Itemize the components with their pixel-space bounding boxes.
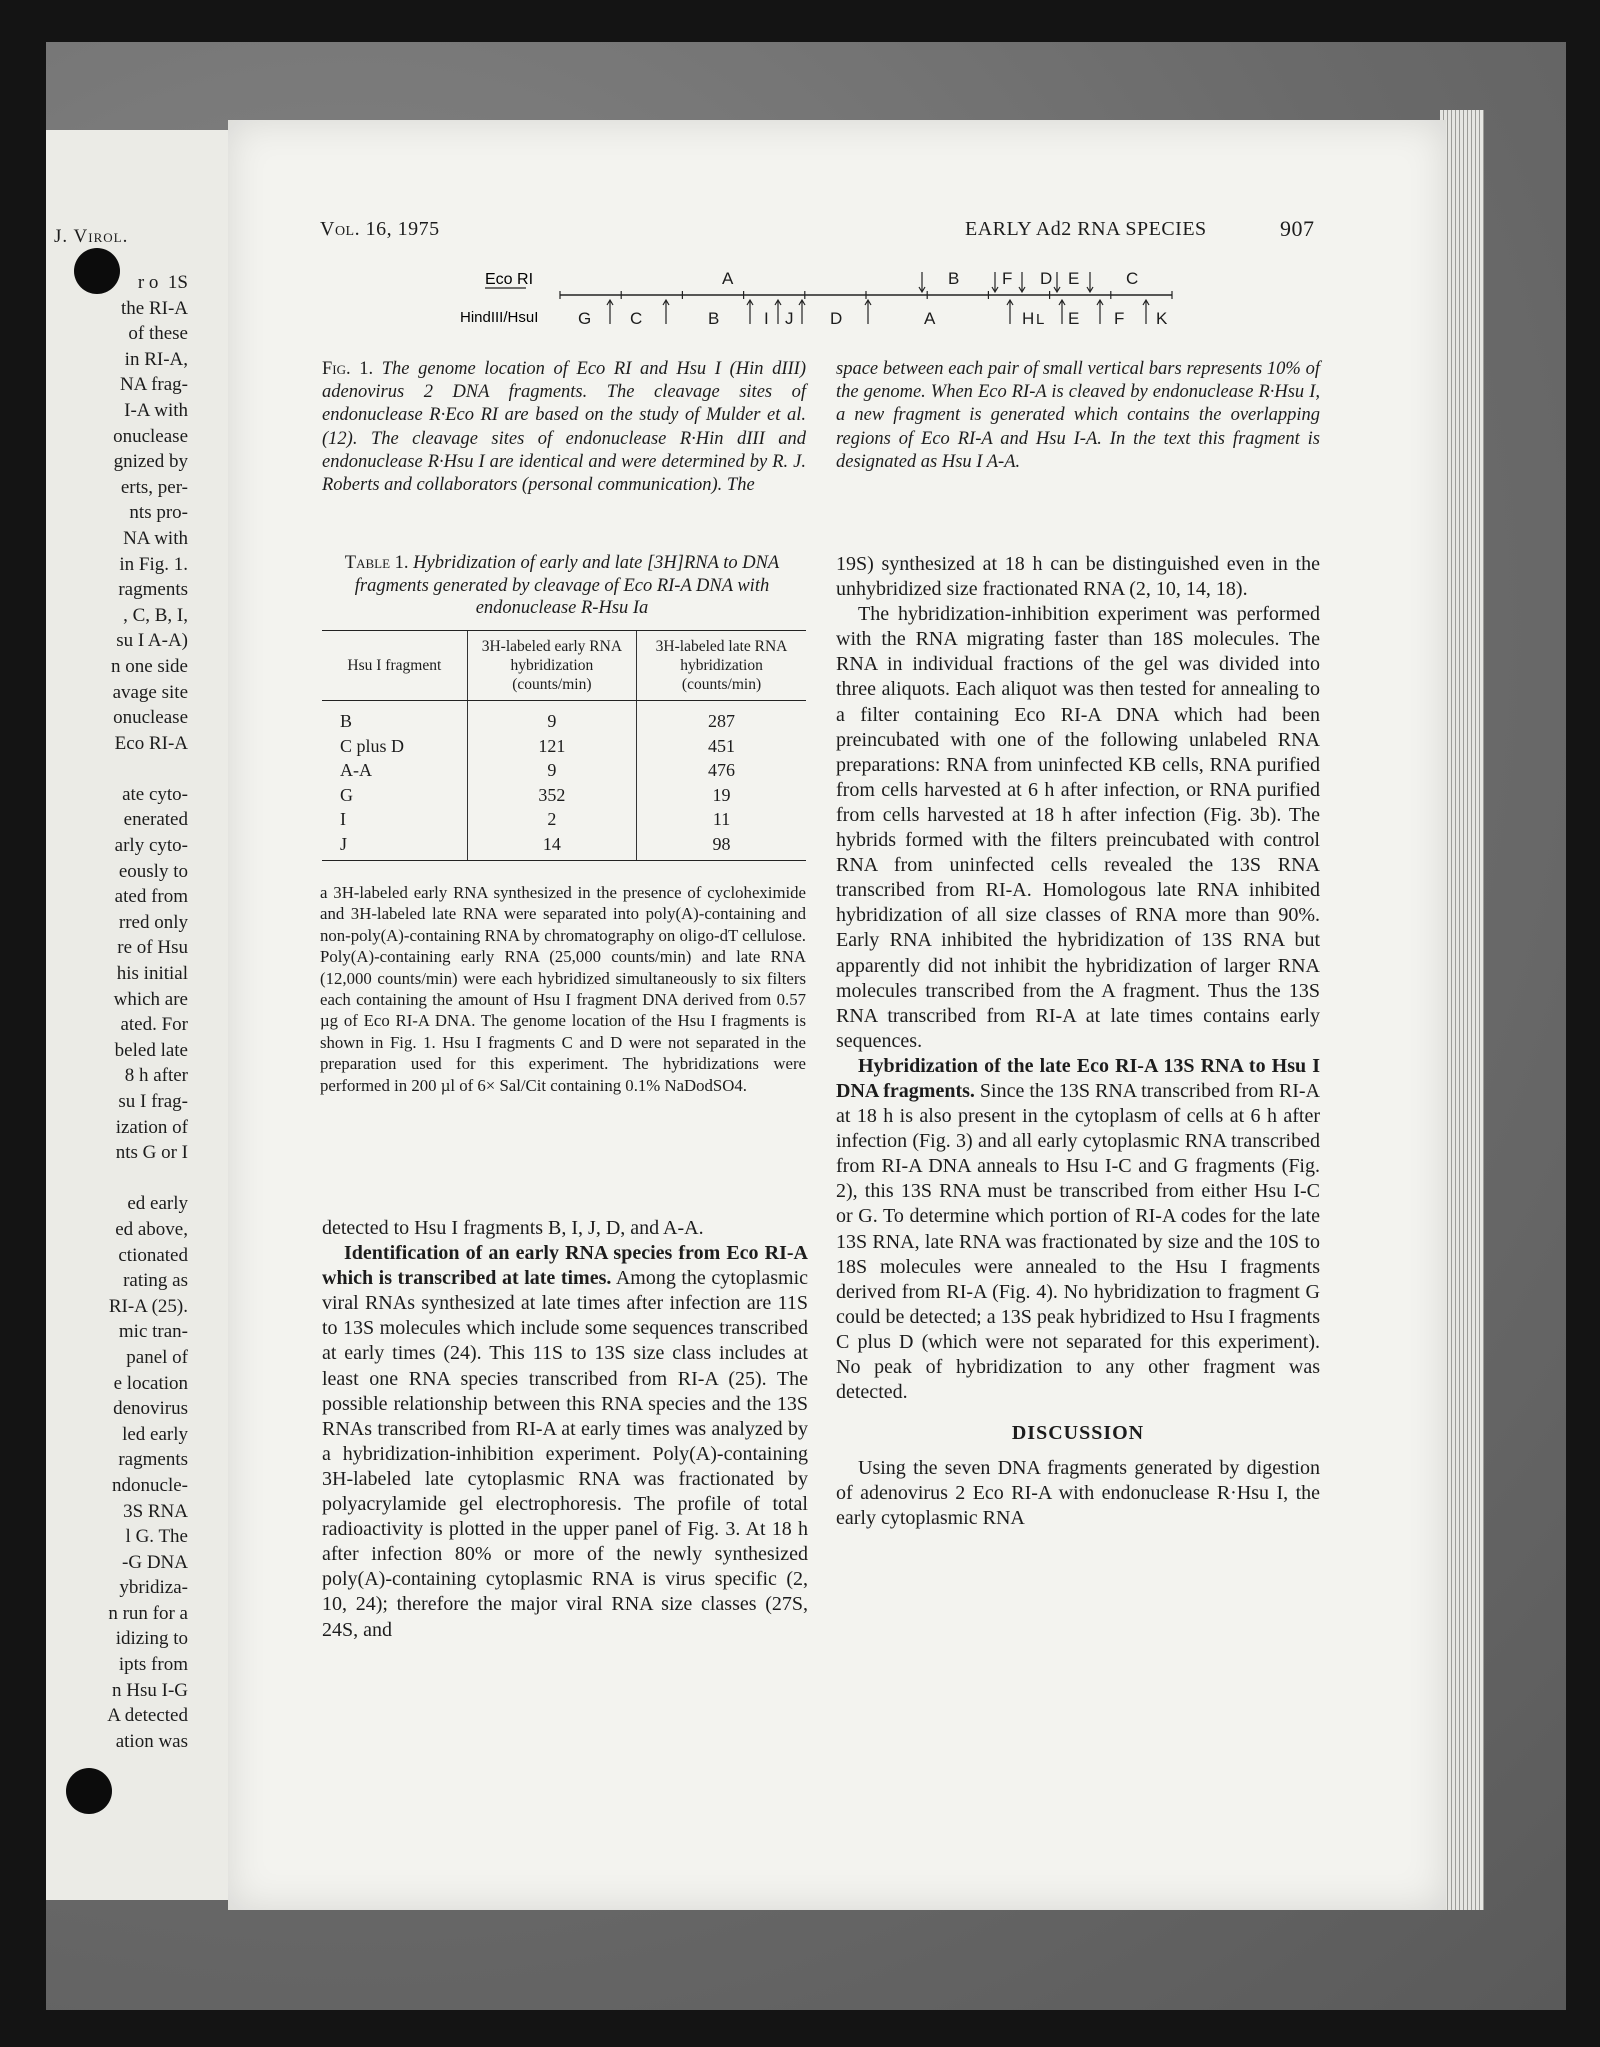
table-caption: Table 1. Hybridization of early and late [3H]RNA to DNA fragments generated by cleavage of Eco RI-A DNA with endonuclease R-Hsu Ia (344, 553, 780, 618)
table-row: C plus D 121 451 (322, 734, 806, 759)
left-page-line: A detected (107, 1705, 188, 1727)
left-page-line: in Fig. 1. (119, 553, 188, 575)
left-page-line: beled late (114, 1039, 188, 1061)
hsu-fragment-I: I (764, 309, 769, 328)
left-page-line: I-A with (124, 399, 188, 421)
left-page-line: 3S RNA (123, 1500, 188, 1522)
left-page-line: Eco RI-A (114, 732, 188, 754)
table-header-early: 3H-labeled early RNA hybridization (counts/min) (467, 631, 636, 701)
eco-cleavage-arrow (992, 272, 998, 292)
eco-fragment-D: D (1040, 269, 1053, 288)
genome-map-figure (440, 262, 1200, 340)
left-page-line: of these (128, 323, 188, 345)
hsu-fragment-D: D (830, 309, 843, 328)
left-page-line: RI-A (25). (108, 1295, 188, 1317)
left-page-line: ization of (115, 1116, 188, 1138)
left-page-line: onuclease (113, 707, 188, 729)
table-row: I 2 11 (322, 807, 806, 832)
left-page-line: ation was (115, 1730, 188, 1752)
left-page-line: NA frag- (119, 374, 188, 396)
left-page-line: rating as (123, 1270, 188, 1292)
left-page-line: his initial (116, 963, 188, 985)
left-page-line: , C, B, I, (123, 604, 188, 626)
left-page-line: led early (122, 1423, 188, 1445)
left-page-line: onuclease (113, 425, 188, 447)
left-page-line: ragments (118, 579, 188, 601)
hsu-fragment-C: C (630, 309, 643, 328)
hsu-cleavage-arrow (1007, 300, 1013, 324)
right-column (836, 552, 1320, 1532)
paragraph: Hybridization of the late Eco RI-A 13S RNA to Hsu I DNA fragments. Since the 13S RNA transcribed from RI-A at 18 h is also present in the cytoplasm of cells at 6 h after infection (Fig. 3) and all early cytoplasmic RNA transcribed from RI-A DNA anneals to Hsu I-C and G fragments (Fig. 2), this 13S RNA must be transcribed from either Hsu I-C or G. To determine which portion of RI-A codes for the late 13S RNA, late RNA was fractionated by size and the 10S to 18S molecules were annealed to the Hsu I fragments derived from RI-A (Fig. 4). No hybridization to fragment G could be detected; a 13S peak hybridized to Hsu I fragments C plus D (which were not separated for this experiment). No peak of hybridization to any other fragment was detected. (836, 1054, 1320, 1404)
left-page-line: the RI-A (120, 297, 188, 319)
hsu-fragment-K: K (1156, 309, 1168, 328)
left-page-line: ipts from (118, 1654, 188, 1676)
eco-fragment-B: B (948, 269, 960, 288)
hsu-fragment-L: L (1036, 311, 1045, 328)
hsu-cleavage-arrow (775, 300, 781, 324)
hsu-fragment-G: G (578, 309, 592, 328)
left-page-line: arly cyto- (114, 835, 188, 857)
left-page-line (46, 1166, 188, 1192)
hsu-cleavage-arrow (663, 300, 669, 324)
eco-cleavage-arrow (1054, 272, 1060, 292)
left-page-line: ated. For (120, 1014, 188, 1036)
left-page-line: ndonucle- (112, 1474, 188, 1496)
running-title: EARLY Ad2 RNA SPECIES (965, 218, 1207, 240)
left-page-line: su I A-A) (116, 630, 188, 652)
paragraph: The hybridization-inhibition experiment was performed with the RNA migrating faster than 18S molecules. The RNA in individual fractions of the gel was divided into three aliquots. Each aliquot was then tested for annealing to a filter containing Eco RI-A DNA which had been preincubated with one of the following unlabeled RNA preparations: RNA from uninfected KB cells, RNA purified from cells harvested at 6 h after infection, or RNA purified from cells harvested at 18 h after infection (Fig. 3b). The hybrids formed with the filters preincubated with control RNA from uninfected cells revealed the 13S RNA transcribed from RI-A. Homologous late RNA inhibited hybridization of all size classes of RNA more than 90%. Early RNA inhibited the hybridization of 13S RNA but apparently did not inhibit the hybridization of larger RNA molecules transcribed from the A fragment. Thus the 13S RNA transcribed from RI-A at late times contains early sequences. (836, 603, 1320, 1052)
left-page-line: eously to (118, 860, 188, 882)
page-stack-edge (1440, 110, 1484, 1910)
left-running-head: J. Virol. (54, 226, 129, 247)
left-facing-page (46, 130, 246, 1900)
left-page-line: ed above, (115, 1218, 188, 1240)
table-footnote: a 3H-labeled early RNA synthesized in the presence of cycloheximide and 3H-labeled late RNA were separated into poly(A)-containing and non-poly(A)-containing RNA by chromatography on oligo-dT cellulose. Poly(A)-containing early RNA (25,000 counts/min) and late RNA (12,000 counts/min) were each hybridized simultaneously to six filters each containing the amount of Hsu I fragment DNA derived from 0.57 µg of Eco RI-A DNA. The genome location of the Hsu I fragments is shown in Fig. 1. Hsu I fragments C and D were not separated in the preparation used for this experiment. The hybridizations were performed in 200 µl of 6× Sal/Cit containing 0.1% NaDodSO4. (320, 883, 806, 1095)
left-page-line: erts, per- (120, 476, 188, 498)
table-row: A-A 9 476 (322, 758, 806, 783)
hsu-cleavage-arrow (1059, 300, 1065, 324)
left-page-line: 8 h after (124, 1065, 188, 1087)
left-page-line: ctionated (118, 1244, 188, 1266)
left-page-line: ragments (118, 1449, 188, 1471)
paragraph: Identification of an early RNA species from Eco RI-A which is transcribed at late times. Among the cytoplasmic viral RNAs synthesized at late times after infection are 11S to 13S molecules which include some sequences transcribed at early times (24). This 11S to 13S size class includes at least one RNA species transcribed from RI-A (25). The possible relationship between this RNA species and the 13S RNAs transcribed from RI-A at early times was analyzed by a hybridization-inhibition experiment. Poly(A)-containing 3H-labeled late cytoplasmic RNA was fractionated by polyacrylamide gel electrophoresis. The profile of total radioactivity is plotted in the upper panel of Fig. 3. At 18 h after infection 80% or more of the newly synthesized poly(A)-containing cytoplasmic RNA is virus specific (2, 10, 24); therefore the major viral RNA size classes (27S, 24S, and (322, 1242, 808, 1641)
eco-fragment-F: F (1002, 269, 1013, 288)
eco-cleavage-arrow (1019, 272, 1025, 292)
eco-cleavage-arrow (919, 272, 925, 292)
hsu-fragment-F: F (1114, 309, 1125, 328)
left-page-line: denovirus (113, 1398, 188, 1420)
left-page-line: avage site (112, 681, 188, 703)
hsu-fragment-B: B (708, 309, 720, 328)
left-page-line: ed early (127, 1193, 188, 1215)
left-column (322, 1216, 808, 1643)
left-page-line: ated from (114, 886, 188, 908)
ecori-label: Eco RI (485, 271, 534, 288)
hsu-cleavage-arrow (865, 300, 871, 324)
hsu-cleavage-arrow (1143, 300, 1149, 324)
hybridization-table (322, 630, 806, 861)
left-page-line: ybridiza- (119, 1577, 188, 1599)
left-page-line: idizing to (115, 1628, 188, 1650)
left-page-line: r o 1S (137, 272, 188, 293)
volume-label: Vol. 16, 1975 (320, 218, 440, 240)
table-label: Table 1. (344, 553, 409, 573)
left-page-line: n one side (110, 655, 188, 677)
left-page-line: mic tran- (118, 1321, 188, 1343)
left-page-line: panel of (126, 1346, 188, 1368)
left-page-line: rred only (118, 911, 188, 933)
hind-hsu-label: HindIII/HsuI (460, 309, 539, 326)
eco-fragment-A: A (722, 269, 734, 288)
left-page-line: l G. The (125, 1526, 188, 1548)
left-page-line: ate cyto- (122, 783, 188, 805)
eco-cleavage-arrow (1087, 272, 1093, 292)
binder-hole-bottom (66, 1768, 112, 1814)
left-page-line: n run for a (108, 1602, 188, 1624)
figure-caption-right: space between each pair of small vertical bars represents 10% of the genome. When Eco RI-A is cleaved by endonuclease R·Hsu I, a new fragment is generated which contains the overlapping regions of Eco RI-A and Hsu I-A. In the text this fragment is designated as Hsu I A-A. (836, 359, 1320, 472)
section-heading: Identification of an early RNA species from Eco RI-A which is transcribed at late times. (322, 1242, 808, 1290)
hsu-fragment-A: A (924, 309, 936, 328)
table-row: J 14 98 (322, 832, 806, 861)
left-page-line: re of Hsu (117, 937, 188, 959)
left-page-line: n Hsu I-G (112, 1679, 188, 1701)
left-page-line: which are (113, 988, 188, 1010)
paragraph: detected to Hsu I fragments B, I, J, D, and A-A. (322, 1217, 704, 1239)
hsu-cleavage-arrow (799, 300, 805, 324)
paragraph: Using the seven DNA fragments generated by digestion of adenovirus 2 Eco RI-A with endonuclease R·Hsu I, the early cytoplasmic RNA (836, 1457, 1320, 1530)
binder-hole-top (74, 248, 120, 294)
eco-fragment-E: E (1068, 269, 1080, 288)
left-page-line: nts pro- (129, 502, 188, 524)
left-page-line: e location (113, 1372, 188, 1394)
hsu-fragment-E: E (1068, 309, 1080, 328)
hsu-cleavage-arrow (607, 300, 613, 324)
table-row: G 352 19 (322, 783, 806, 808)
left-page-text (46, 270, 188, 1754)
hsu-fragment-J: J (785, 309, 794, 328)
hsu-fragment-H: H (1022, 309, 1035, 328)
left-page-line: -G DNA (122, 1551, 188, 1573)
hsu-cleavage-arrow (1097, 300, 1103, 324)
table-header-fragment: Hsu I fragment (322, 631, 467, 701)
table-header-late: 3H-labeled late RNA hybridization (counts/min) (637, 631, 806, 701)
left-page-line: in RI-A, (124, 348, 188, 370)
left-page-line: nts G or I (115, 1142, 188, 1164)
left-page-line (46, 756, 188, 782)
page-number: 907 (1280, 216, 1315, 241)
left-page-line: enerated (123, 809, 188, 831)
left-page-line: su I frag- (118, 1091, 188, 1112)
paragraph: 19S) synthesized at 18 h can be distinguished even in the unhybridized size fractionated RNA (2, 10, 14, 18). (836, 553, 1320, 601)
left-page-line: gnized by (113, 451, 188, 473)
figure-caption-label: Fig. 1. (322, 359, 374, 379)
table-row: B 9 287 (322, 701, 806, 734)
figure-caption-left: Fig. 1. The genome location of Eco RI and Hsu I (Hin dIII) adenovirus 2 DNA fragments. The cleavage sites of endonuclease R·Eco RI are based on the study of Mulder et al. (12). The cleavage sites of endonuclease R·Hin dIII and endonuclease R·Hsu I are identical and were determined by R. J. Roberts and collaborators (personal communication). The (322, 359, 806, 496)
left-page-line: NA with (123, 527, 188, 549)
eco-fragment-C: C (1126, 269, 1139, 288)
hsu-cleavage-arrow (747, 300, 753, 324)
section-heading: Hybridization of the late Eco RI-A 13S RNA to Hsu I DNA fragments. (836, 1054, 1320, 1102)
discussion-heading: DISCUSSION (1011, 1422, 1145, 1445)
